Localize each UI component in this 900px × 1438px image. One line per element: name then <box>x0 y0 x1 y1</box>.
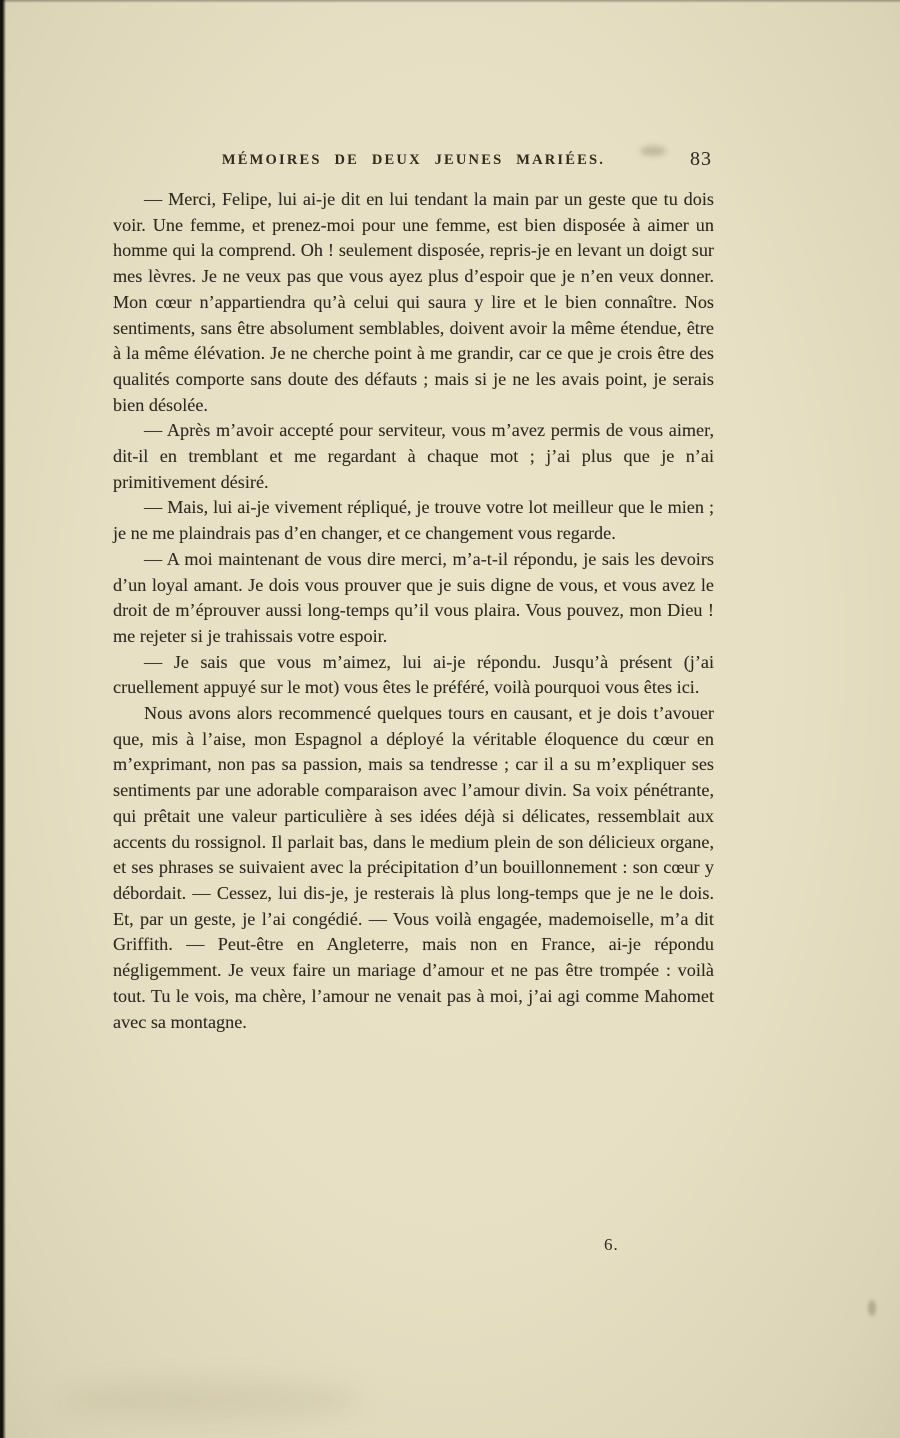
running-title: MÉMOIRES DE DEUX JEUNES MARIÉES. <box>221 152 606 168</box>
page-number: 83 <box>690 148 712 170</box>
scan-edge-shadow <box>0 0 6 1438</box>
paragraph: Nous avons alors recommencé quelques tours en causant, et je dois t’avouer que, mis à l’aise, mon Espagnol a déployé la véritable éloquence du cœur en m’exprimant, non pas sa passion, mais sa tendresse ; car il a su m’expliquer ses sentiments par une adorable comparaison avec l’amour divin. Sa voix pénétrante, qui prêtait une valeur particulière à ses idées déjà si délicates, ressemblait aux accents du rossignol. Il parlait bas, dans le medium plein de son délicieux organe, et ses phrases se suivaient avec la précipitation d’un bouillonnement : son cœur y débordait. — Cessez, lui dis-je, je resterais là plus long-temps que je ne le dois. Et, par un geste, je l’ai congédié. — Vous voilà engagée, mademoiselle, m’a dit Griffith. — Peut-être en Angleterre, mais non en France, ai-je répondu négligemment. Je veux faire un mariage d’amour et ne pas être trompée : voilà tout. Tu le vois, ma chère, l’amour ne venait pas à moi, j’ai agi comme Mahomet avec sa montagne. <box>113 703 714 1032</box>
paragraph: — Merci, Felipe, lui ai-je dit en lui tendant la main par un geste que tu dois voir. Une femme, et prenez-moi pour une femme, est bien disposée à aimer un homme qui la comprend. Oh ! seulement disposée, repris-je en levant un doigt sur mes lèvres. Je ne veux pas que vous ayez plus d’espoir que je n’en veux donner. Mon cœur n’appartiendra qu’à celui qui saura y lire et le bien connaître. Nos sentiments, sans être absolument semblables, doivent avoir la même étendue, être à la même élévation. Je ne cherche point à me grandir, car ce que je crois être des qualités comporte sans doute des défauts ; mais si je ne les avais point, je serais bien désolée. <box>113 189 714 415</box>
paper-stain <box>868 1300 876 1316</box>
paper-stain <box>60 1380 360 1420</box>
body-text <box>113 187 714 1035</box>
page-header <box>113 148 714 182</box>
paragraph: — Je sais que vous m’aimez, lui ai-je répondu. Jusqu’à présent (j’ai cruellement appuyé sur le mot) vous êtes le préféré, voilà pourquoi vous êtes ici. <box>113 651 714 698</box>
paragraph: — Après m’avoir accepté pour serviteur, vous m’avez permis de vous aimer, dit-il en tremblant et me regardant à chaque mot ; j’ai plus que je n’ai primitivement désiré. <box>113 420 714 492</box>
paragraph: — A moi maintenant de vous dire merci, m’a-t-il répondu, je sais les devoirs d’un loyal amant. Je dois vous prouver que je suis digne de vous, et vous avez le droit de m’éprouver aussi long-temps qu’il vous plaira. Vous pouvez, mon Dieu ! me rejeter si je trahissais votre espoir. <box>113 548 714 646</box>
paragraph: — Mais, lui ai-je vivement répliqué, je trouve votre lot meilleur que le mien ; je ne me plaindrais pas d’en changer, et ce changement vous regarde. <box>113 497 714 544</box>
signature-mark: 6. <box>604 1235 619 1254</box>
scan-top-shadow <box>0 0 900 3</box>
